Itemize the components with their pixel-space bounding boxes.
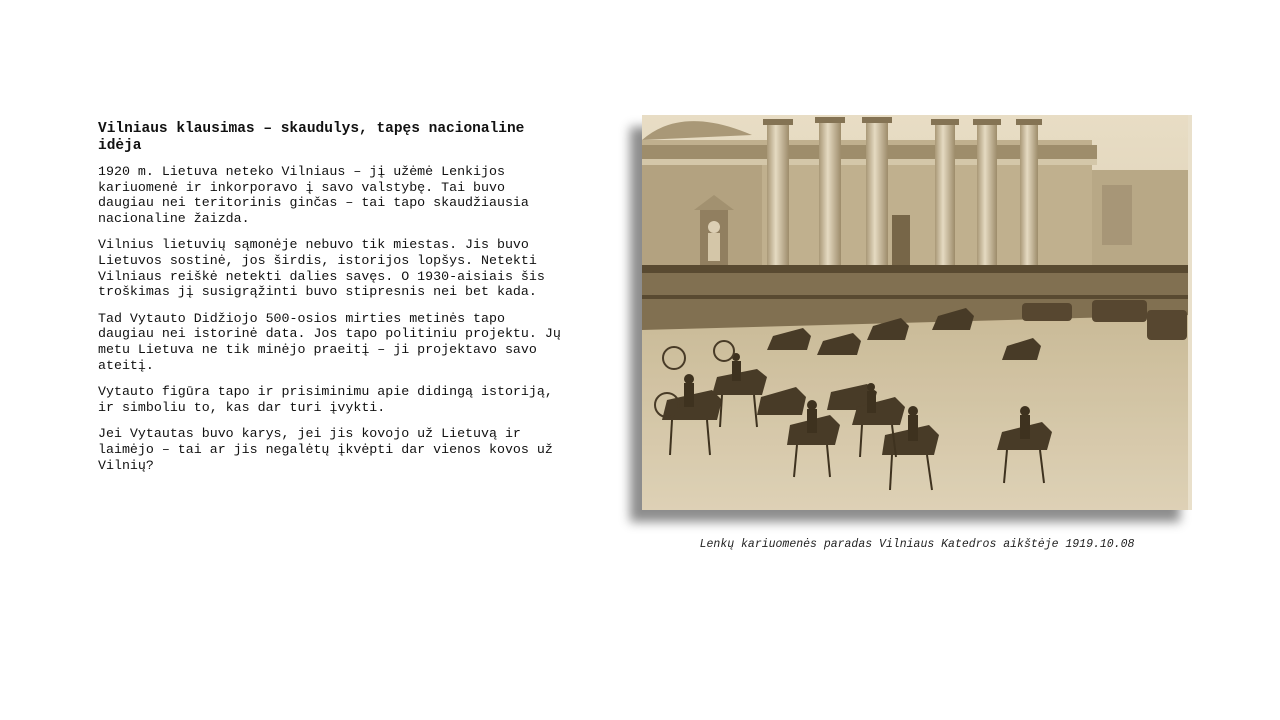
paragraph-2: Vilnius lietuvių sąmonėje nebuvo tik miestas. Jis buvo Lietuvos sostinė, jos širdis, istorijos lopšys. Netekti Vilniaus reiškė netekti dalies savęs. O 1930-aisiais šis troškimas jį susigrąžinti buvo stipresnis nei bet kada.	[98, 237, 545, 300]
slide-title: Vilniaus klausimas – skaudulys, tapęs nacionaline idėja	[98, 121, 525, 154]
photo-caption: Lenkų kariuomenės paradas Vilniaus Katedros aikštėje 1919.10.08	[699, 538, 1135, 551]
paragraph-5: Jei Vytautas buvo karys, jei jis kovojo už Lietuvą ir laimėjo – tai ar jis negalėtų įkvėpti dar vienos kovos už Vilnių?	[98, 426, 553, 473]
text-block	[98, 121, 568, 484]
paragraph-1: 1920 m. Lietuva neteko Vilniaus – jį užėmė Lenkijos kariuomenė ir inkorporavo į savo valstybę. Tai buvo daugiau nei teritorinis ginčas – tai tapo skaudžiausia nacionaline žaizda.	[98, 164, 529, 226]
historical-photo	[642, 115, 1192, 510]
paragraph-3: Tad Vytauto Didžiojo 500-osios mirties metinės tapo daugiau nei istorinė data. Jos tapo politiniu projektu. Jų metu Lietuva ne tik minėjo praeitį – ji projektavo savo ateitį.	[98, 310, 561, 373]
paragraph-4: Vytauto figūra tapo ir prisiminimu apie didingą istoriją, ir simboliu to, kas dar turi įvykti.	[98, 384, 553, 415]
cathedral-parade-photo	[642, 115, 1192, 510]
